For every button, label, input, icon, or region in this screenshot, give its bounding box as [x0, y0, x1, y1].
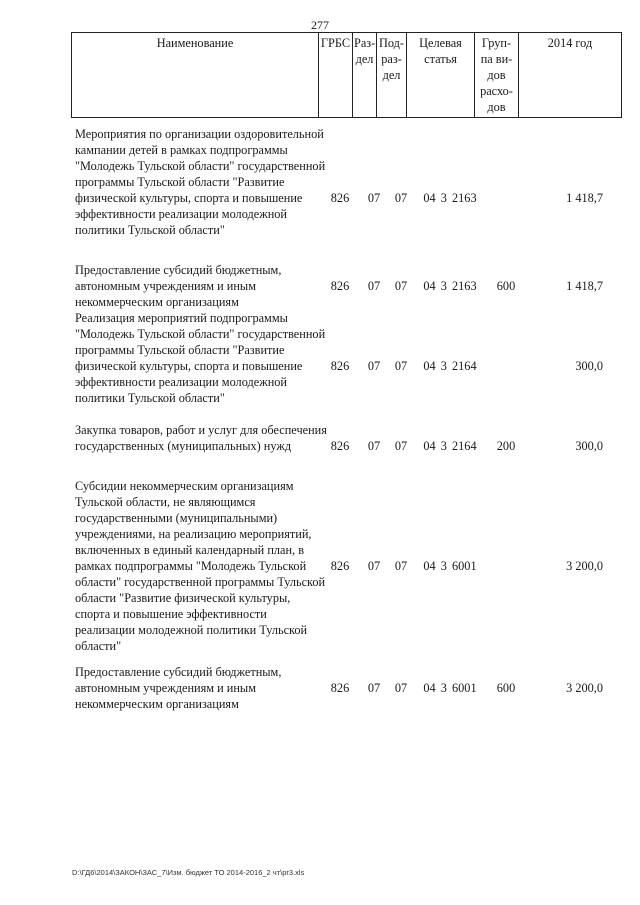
row-celevaya-statya: 04 3 2164	[423, 439, 477, 453]
row-name: Предоставление субсидий бюджетным, автономным учреждениям и иным некоммерческим организациям	[75, 263, 282, 309]
row-gruppa: 200	[496, 439, 516, 453]
page-number: 277	[311, 18, 329, 32]
row-celevaya-statya: 04 3 6001	[423, 559, 477, 573]
row-celevaya-statya: 04 3 2163	[423, 191, 477, 205]
row-celevaya-statya: 04 3 2164	[423, 359, 477, 373]
row-grbs: 826	[330, 279, 350, 293]
row-podrazdel: 07	[394, 439, 408, 453]
row-podrazdel: 07	[394, 279, 408, 293]
row-podrazdel: 07	[394, 559, 408, 573]
header-gruppa-vidov-rashodov: Груп- па ви- дов расхо- дов	[475, 33, 519, 118]
row-podrazdel: 07	[394, 681, 408, 695]
row-grbs: 826	[330, 191, 350, 205]
row-razdel: 07	[367, 439, 381, 453]
row-gruppa: 600	[496, 681, 516, 695]
row-sum: 300,0	[575, 439, 603, 453]
row-grbs: 826	[330, 439, 350, 453]
row-razdel: 07	[367, 559, 381, 573]
row-podrazdel: 07	[394, 359, 408, 373]
row-grbs: 826	[330, 559, 350, 573]
row-razdel: 07	[367, 681, 381, 695]
row-celevaya-statya: 04 3 6001	[423, 681, 477, 695]
row-razdel: 07	[367, 279, 381, 293]
file-path-footer: D:\ГД6\2014\ЗАКОН\ЗАС_7\Изм. бюджет ТО 2014-2016_2 чт\pr3.xls	[72, 868, 305, 877]
row-grbs: 826	[330, 359, 350, 373]
row-sum: 300,0	[575, 359, 603, 373]
row-gruppa: 600	[496, 279, 516, 293]
row-sum: 1 418,7	[566, 279, 603, 293]
row-sum: 3 200,0	[566, 681, 603, 695]
row-podrazdel: 07	[394, 191, 408, 205]
row-name: Мероприятия по организации оздоровительной кампании детей в рамках подпрограммы "Молодежь Тульской области" государственной программы Тульской области "Развитие физической культуры, спорта и повышение эффективности реализации молодежной политики Тульской области"	[75, 127, 326, 237]
header-podrazdel: Под- раз- дел	[377, 33, 407, 118]
header-name: Наименование	[72, 33, 319, 118]
row-name: Реализация мероприятий подпрограммы "Молодежь Тульской области" государственной программы Тульской области "Развитие физической культуры, спорта и повышение эффективности реализации молодежной политики Тульской области"	[75, 311, 326, 405]
row-grbs: 826	[330, 681, 350, 695]
row-name: Субсидии некоммерческим организациям Тульской области, не являющимся государственными (муниципальными) учреждениями, на реализацию мероприятий, включенных в единый календарный план, в рамках подпрограммы "Молодежь Тульской области" государственной программы Тульской области "Развитие физической культуры, спорта и повышение эффективности реализации молодежной политики Тульской области"	[75, 479, 326, 653]
header-grbs: ГРБС	[319, 33, 353, 118]
header-year: 2014 год	[519, 33, 622, 118]
row-name: Предоставление субсидий бюджетным, автономным учреждениям и иным некоммерческим организациям	[75, 665, 282, 711]
row-sum: 1 418,7	[566, 191, 603, 205]
row-razdel: 07	[367, 359, 381, 373]
header-razdel: Раз- дел	[353, 33, 377, 118]
row-sum: 3 200,0	[566, 559, 603, 573]
row-celevaya-statya: 04 3 2163	[423, 279, 477, 293]
row-name: Закупка товаров, работ и услуг для обеспечения государственных (муниципальных) нужд	[75, 423, 327, 453]
row-razdel: 07	[367, 191, 381, 205]
header-celevaya-statya: Целевая статья	[407, 33, 475, 118]
